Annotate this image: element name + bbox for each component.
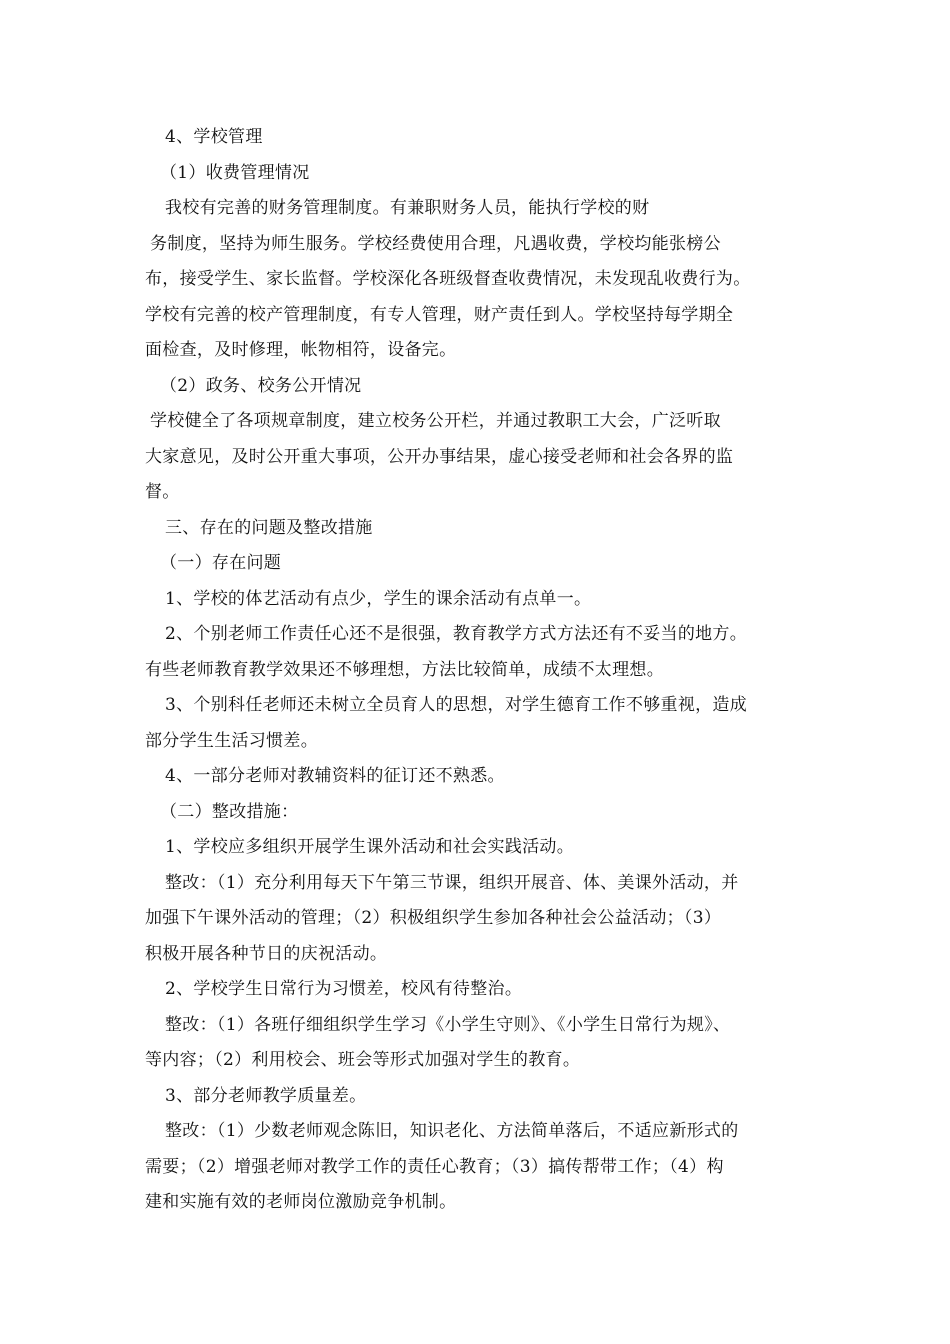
paragraph-line: 建和实施有效的老师岗位激励竞争机制。 [145, 1192, 457, 1212]
paragraph-line: 面检查，及时修理，帐物相符，设备完。 [145, 340, 457, 360]
subsection-heading: （2）政务、校务公开情况 [160, 376, 362, 396]
list-item: 2、个别老师工作责任心还不是很强，教育教学方式方法还有不妥当的地方。 [165, 624, 748, 644]
paragraph-line: 加强下午课外活动的管理；（2）积极组织学生参加各种社会公益活动；（3） [145, 908, 722, 928]
paragraph-line: 务制度，坚持为师生服务。学校经费使用合理，凡遇收费，学校均能张榜公 [150, 234, 721, 254]
list-item: 3、个别科任老师还未树立全员育人的思想，对学生德育工作不够重视，造成 [165, 695, 748, 715]
list-item: 4、一部分老师对教辅资料的征订还不熟悉。 [165, 766, 505, 786]
paragraph-line: 需要；（2）增强老师对教学工作的责任心教育；（3）搞传帮带工作；（4）构 [145, 1157, 724, 1177]
list-item: 3、部分老师教学质量差。 [165, 1086, 367, 1106]
section-heading: 三、存在的问题及整改措施 [165, 518, 373, 538]
paragraph-line: 积极开展各种节日的庆祝活动。 [145, 944, 388, 964]
paragraph-line: 学校有完善的校产管理制度，有专人管理，财产责任到人。学校坚持每学期全 [145, 305, 734, 325]
paragraph-line: 大家意见，及时公开重大事项，公开办事结果，虚心接受老师和社会各界的监 [145, 447, 734, 467]
paragraph-line: 我校有完善的财务管理制度。有兼职财务人员，能执行学校的财 [165, 198, 650, 218]
paragraph-line: 整改：（1）少数老师观念陈旧，知识老化、方法简单落后，不适应新形式的 [165, 1121, 739, 1141]
section-heading: 4、学校管理 [165, 127, 263, 147]
paragraph-line: 部分学生生活习惯差。 [145, 731, 318, 751]
paragraph-line: 有些老师教育教学效果还不够理想，方法比较简单，成绩不太理想。 [145, 660, 664, 680]
list-item: 1、学校的体艺活动有点少，学生的课余活动有点单一。 [165, 589, 592, 609]
paragraph-line: 整改：（1）各班仔细组织学生学习《小学生守则》、《小学生日常行为规》、 [165, 1015, 731, 1035]
paragraph-line: 整改：（1）充分利用每天下午第三节课，组织开展音、体、美课外活动，并 [165, 873, 739, 893]
list-item: 1、学校应多组织开展学生课外活动和社会实践活动。 [165, 837, 575, 857]
subsection-heading: （1）收费管理情况 [160, 163, 310, 183]
paragraph-line: 督。 [145, 482, 180, 502]
list-item: 2、学校学生日常行为习惯差，校风有待整治。 [165, 979, 523, 999]
subsection-heading: （一）存在问题 [160, 553, 282, 573]
paragraph-line: 布，接受学生、家长监督。学校深化各班级督查收费情况，未发现乱收费行为。 [145, 269, 751, 289]
subsection-heading: （二）整改措施： [160, 802, 299, 822]
paragraph-line: 等内容；（2）利用校会、班会等形式加强对学生的教育。 [145, 1050, 581, 1070]
paragraph-line: 学校健全了各项规章制度，建立校务公开栏，并通过教职工大会，广泛听取 [150, 411, 721, 431]
